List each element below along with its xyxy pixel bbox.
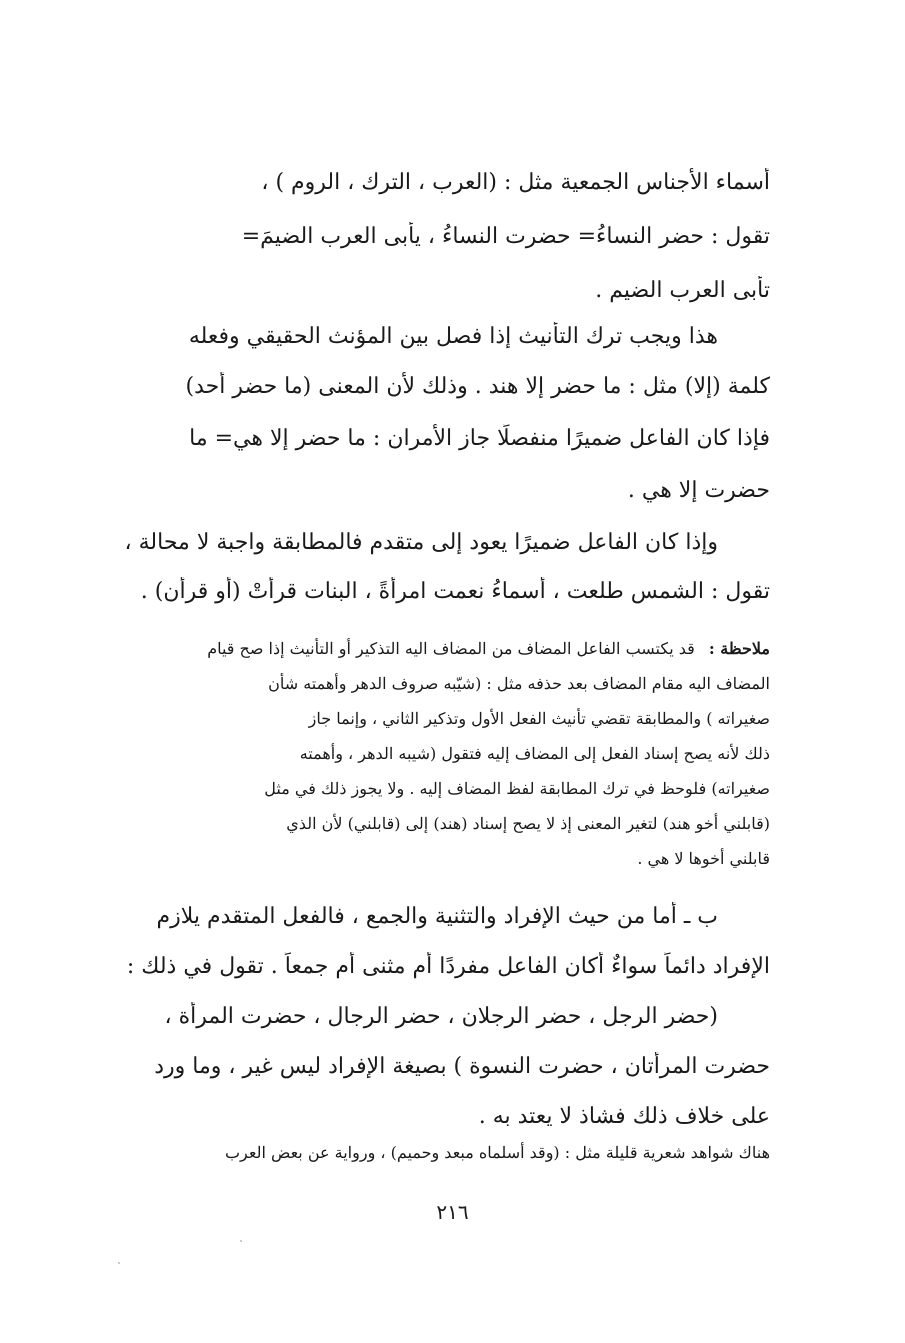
text-line: (حضر الرجل ، حضر الرجلان ، حضر الرجال ، حضرت المرأة ، [164, 1004, 718, 1029]
text-line: فإذا كان الفاعل ضميرًا منفصلًا جاز الأمران : ما حضر إلا هي= ما [189, 426, 770, 451]
scan-speck [240, 1240, 242, 1242]
note-text: قد يكتسب الفاعل المضاف من المضاف اليه التذكير أو التأنيث إذا صح قيام [207, 639, 695, 658]
note-line: صغيراته ) والمطابقة تقضي تأنيث الفعل الأول وتذكير الثاني ، وإنما جاز [308, 709, 770, 728]
text-line: هذا ويجب ترك التأنيث إذا فصل بين المؤنث الحقيقي وفعله [188, 324, 718, 349]
note-line: المضاف اليه مقام المضاف بعد حذفه مثل : (شيّبه صروف الدهر وأهمته شأن [268, 674, 770, 693]
text-line: وإذا كان الفاعل ضميرًا يعود إلى متقدم فالمطابقة واجبة لا محالة ، [124, 530, 718, 555]
note-label: ملاحظة : [708, 639, 770, 658]
scan-speck [118, 1262, 120, 1264]
text-line: ب ـ أما من حيث الإفراد والتثنية والجمع ، فالفعل المتقدم يلازم [156, 904, 718, 929]
note-line: صغيراته) فلوحظ في ترك المطابقة لفظ المضاف إليه . ولا يجوز ذلك في مثل [264, 779, 770, 798]
note-line: ذلك لأنه يصح إسناد الفعل إلى المضاف إليه فتقول (شيبه الدهر ، وأهمته [299, 744, 770, 763]
text-line: تأبى العرب الضيم . [595, 278, 770, 303]
text-line: تقول : الشمس طلعت ، أسماءُ نعمت امرأةً ، البنات قرأتْ (أو قرأن) . [140, 579, 770, 604]
text-line: تقول : حضر النساءُ= حضرت النساءُ ، يأبى العرب الضيمَ= [241, 224, 770, 249]
text-line: حضرت المرأتان ، حضرت النسوة ) بصيغة الإفراد ليس غير ، وما ورد [154, 1054, 770, 1079]
footnote: هناك شواهد شعرية قليلة مثل : (وقد أسلماه مبعد وحميم) ، ورواية عن بعض العرب [224, 1143, 770, 1162]
text-line: كلمة (إلا) مثل : ما حضر إلا هند . وذلك لأن المعنى (ما حضر أحد) [185, 374, 770, 399]
text-line: أسماء الأجناس الجمعية مثل : (العرب ، الترك ، الروم ) ، [261, 170, 770, 195]
text-line: على خلاف ذلك فشاذ لا يعتد به . [478, 1104, 770, 1129]
note-line [70, 638, 770, 660]
page-number: ٢١٦ [436, 1200, 469, 1224]
text-line: حضرت إلا هي . [627, 478, 770, 503]
text-line: الإفراد دائماً سواءٌ أكان الفاعل مفردًا أم مثنى أم جمعاً . تقول في ذلك : [126, 954, 770, 979]
note-line: (قابلني أخو هند) لتغير المعنى إذ لا يصح إسناد (هند) إلى (قابلني) لأن الذي [286, 814, 770, 833]
note-line: قابلني أخوها لا هي . [637, 849, 770, 868]
